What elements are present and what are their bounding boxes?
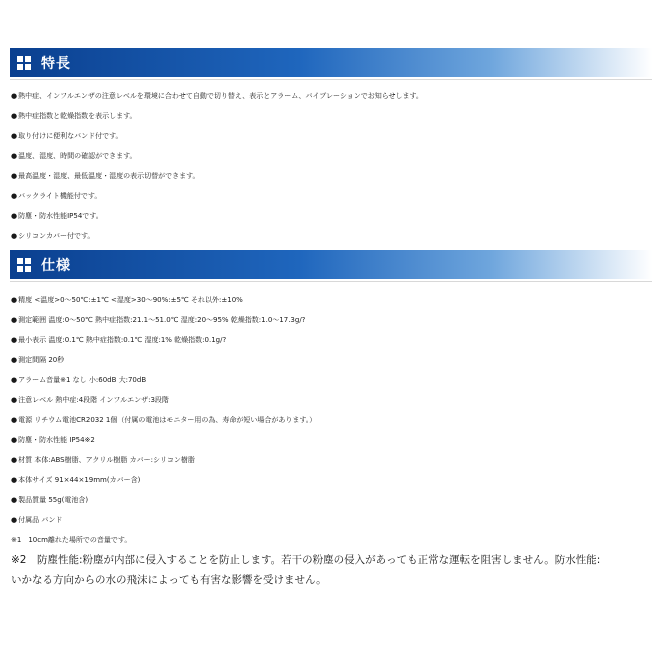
list-item: ●製品質量 55g(電池含) (11, 496, 89, 504)
features-title: 特長 (41, 55, 71, 72)
list-item: ●付属品 バンド (11, 516, 63, 524)
list-item: ●測定間隔 20秒 (11, 356, 65, 364)
features-list (10, 80, 652, 246)
list-item: ●シリコンカバー付です。 (11, 232, 95, 240)
list-item: ●温度、湿度、時間の確認ができます。 (11, 152, 137, 160)
spec-sheet (10, 48, 652, 590)
list-item: ●注意レベル 熱中症:4段階 インフルエンザ:3段階 (11, 396, 169, 404)
list-item: ●防塵・防水性能IP54です。 (11, 212, 103, 220)
grid-icon (17, 56, 31, 70)
footnote-2-line-2: いかなる方向からの水の飛沫によっても有害な影響を受けません。 (11, 574, 327, 586)
list-item: ●バックライト機能付です。 (11, 192, 102, 200)
list-item: ●最高温度・湿度、最低温度・湿度の表示切替ができます。 (11, 172, 200, 180)
list-item: ●電源 リチウム電池CR2032 1個（付属の電池はモニター用の為、寿命が短い場合があります。） (11, 416, 317, 424)
footnote-1: ※1 10cm離れた場所での音量です。 (11, 536, 132, 544)
footnote-2 (10, 550, 651, 590)
list-item: ●アラーム音量※1 なし 小:60dB 大:70dB (11, 376, 147, 384)
specs-title: 仕様 (41, 257, 71, 274)
specs-header (10, 250, 652, 279)
features-header (10, 48, 652, 77)
list-item: ●測定範囲 温度:0～50℃ 熱中症指数:21.1～51.0℃ 湿度:20～95% 乾燥指数:1.0～17.3g/? (11, 316, 306, 324)
list-item: ●精度 <温度>0～50℃:±1℃ <湿度>30～90%:±5℃ それ以外:±10% (11, 296, 243, 304)
list-item: ●本体サイズ 91×44×19mm(カバー含) (11, 476, 141, 484)
list-item: ●材質 本体:ABS樹脂、アクリル樹脂 カバー:シリコン樹脂 (11, 456, 195, 464)
grid-icon (17, 258, 31, 272)
list-item: ●熱中症指数と乾燥指数を表示します。 (11, 112, 137, 120)
list-item: ●熱中症、インフルエンザの注意レベルを環境に合わせて自動で切り替え、表示とアラーム、バイブレーションでお知らせします。 (11, 92, 423, 100)
list-item: ●取り付けに便利なバンド付です。 (11, 132, 123, 140)
list-item: ●最小表示 温度:0.1℃ 熱中症指数:0.1℃ 湿度:1% 乾燥指数:0.1g/? (11, 336, 227, 344)
footnote-2-line-1: ※2 防塵性能:粉塵が内部に侵入することを防止します。若干の粉塵の侵入があっても正常な運転を阻害しません。防水性能: (11, 554, 601, 566)
list-item: ●防塵・防水性能 IP54※2 (11, 436, 95, 444)
specs-list (10, 282, 652, 530)
